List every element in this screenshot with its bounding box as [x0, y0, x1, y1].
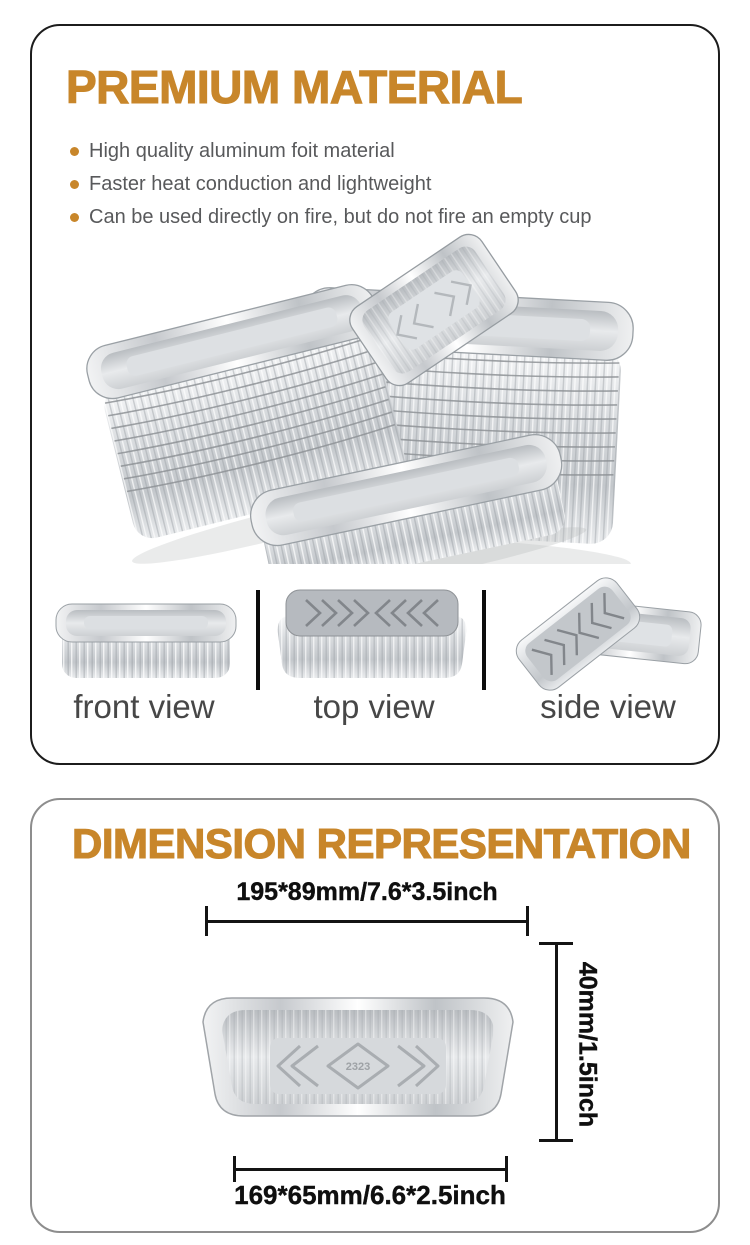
dimension-tick [526, 906, 529, 936]
bullet-dot-icon [70, 213, 79, 222]
side-view-label: side view [540, 688, 676, 725]
dimension-card [30, 798, 720, 1233]
top-view-label: top view [313, 688, 435, 725]
front-view-image [50, 586, 242, 688]
bottom-dimension-line [233, 1156, 508, 1182]
feature-bullet-text: High quality aluminum foit material [89, 139, 395, 162]
dimension-section-title: DIMENSION REPRESENTATION [72, 820, 691, 867]
bullet-dot-icon [70, 147, 79, 156]
feature-bullet-text: Can be used directly on fire, but do not fire an empty cup [89, 205, 592, 228]
dimension-line [233, 1168, 508, 1171]
feature-bullet-item [70, 140, 592, 162]
premium-material-card [30, 24, 720, 765]
side-view-image [500, 572, 706, 694]
view-divider [256, 590, 260, 690]
feature-bullet-text: Faster heat conduction and lightweight [89, 172, 432, 195]
dimension-tick [539, 942, 573, 945]
feature-bullet-list [70, 140, 592, 239]
front-view-label: front view [73, 688, 215, 725]
dimension-tick [233, 1156, 236, 1182]
top-dimension-line [205, 906, 529, 936]
feature-bullet-item [70, 206, 592, 228]
bottom-dimension-label: 169*65mm/6.6*2.5inch [234, 1180, 506, 1210]
premium-section-title: PREMIUM MATERIAL [66, 61, 523, 113]
dimension-tick [205, 906, 208, 936]
dimension-line [555, 942, 558, 1142]
top-view-image [272, 580, 472, 692]
height-dimension-label: 40mm/1.5inch [573, 961, 602, 1128]
dimension-tick [539, 1139, 573, 1142]
foil-pans-collage-image [62, 232, 702, 564]
dimension-tick [505, 1156, 508, 1182]
dimension-pan-image [192, 976, 522, 1136]
view-divider [482, 590, 486, 690]
side-view-front-pan [511, 572, 646, 694]
pan-code-text: 2323 [345, 1061, 371, 1073]
bullet-dot-icon [70, 180, 79, 189]
dimension-line [205, 920, 529, 923]
feature-bullet-item [70, 173, 592, 195]
top-dimension-label: 195*89mm/7.6*3.5inch [236, 878, 498, 906]
height-dimension-line [539, 942, 573, 1142]
